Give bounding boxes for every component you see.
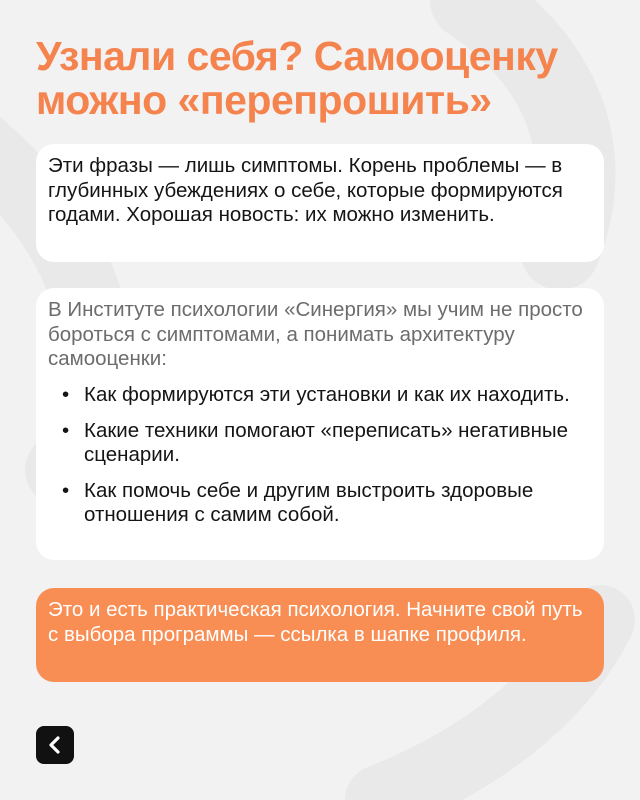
cta-card [36, 588, 604, 682]
intro-text: Эти фразы — лишь симптомы. Корень проблемы — в глубинных убеждениях о себе, которые формируются годами. Хорошая новость: их можно изменить. [48, 154, 563, 226]
bullet-icon: • [62, 418, 70, 442]
chevron-left-icon [47, 736, 63, 754]
list-item [48, 383, 592, 407]
cta-text: Это и есть практическая психология. Начните свой путь с выбора программы — ссылка в шапке профиля. [48, 598, 583, 646]
list-item [48, 419, 592, 467]
bullet-icon: • [62, 382, 70, 406]
intro-card [36, 144, 604, 262]
list-item-text: Как формируются эти установки и как их находить. [84, 382, 570, 406]
list-item [48, 479, 592, 527]
institute-intro-text: В Институте психологии «Синергия» мы учим не просто бороться с симптомами, а понимать архитектуру самооценки: [48, 298, 583, 370]
page-title: Узнали себя? Самооценку можно «перепрошить» [36, 33, 558, 123]
institute-card [36, 288, 604, 560]
list-item-text: Как помочь себе и другим выстроить здоровые отношения с самим собой. [84, 478, 534, 526]
bullet-list [48, 383, 592, 527]
back-button[interactable] [36, 726, 74, 764]
bullet-icon: • [62, 478, 70, 502]
list-item-text: Какие техники помогают «переписать» негативные сценарии. [84, 418, 569, 466]
